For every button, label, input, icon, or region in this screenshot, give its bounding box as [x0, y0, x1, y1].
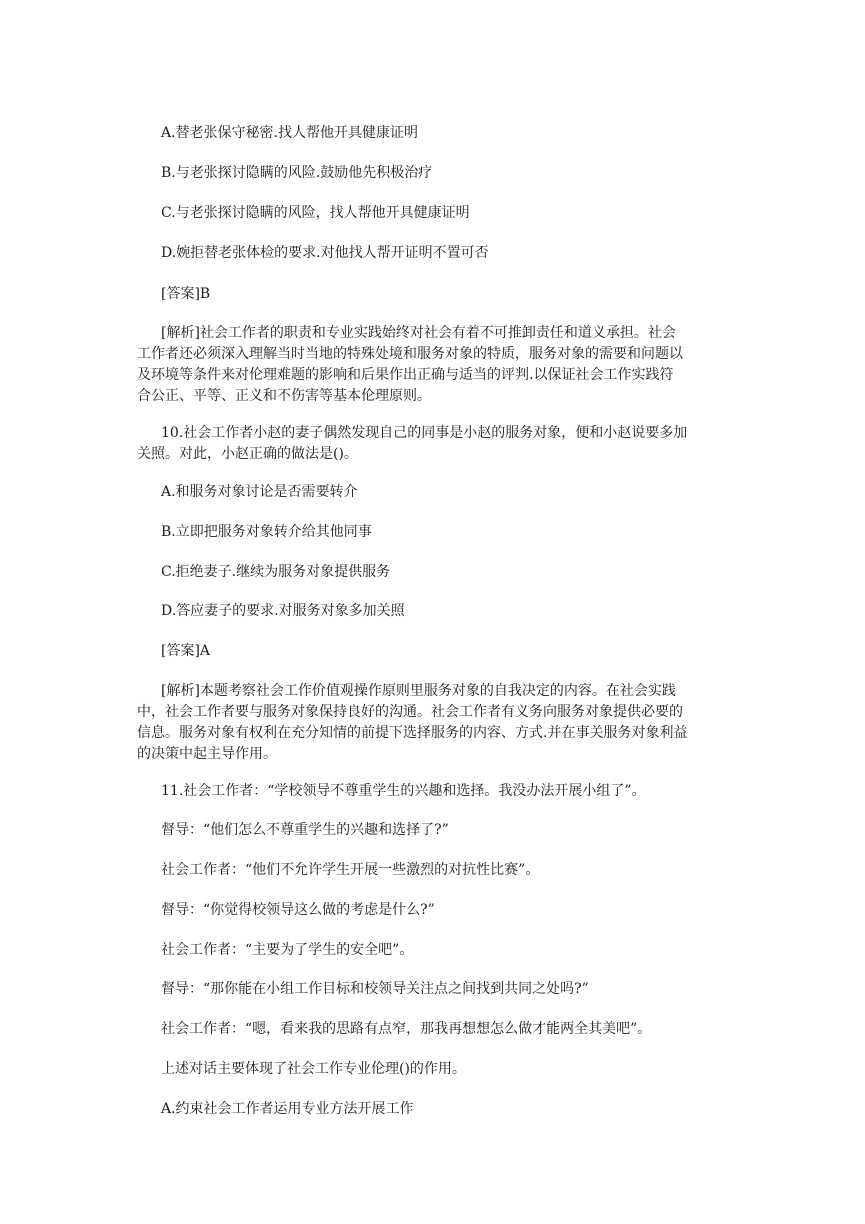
- q9-analysis: [137, 323, 709, 407]
- q9-answer: [答案]B: [161, 286, 211, 302]
- q10-answer: [答案]A: [161, 643, 211, 659]
- q9-analysis-line: 合公正、平等、正义和不伤害等基本伦理原则。: [137, 388, 431, 404]
- q11-line-1: 11.社会工作者：“学校领导不尊重学生的兴趣和选择。我没办法开展小组了”。: [161, 783, 646, 799]
- q9-analysis-line: 及环境等条件来对伦理难题的影响和后果作出正确与适当的评判.以保证社会工作实践符: [137, 367, 674, 383]
- q9-option-d: D.婉拒替老张体检的要求.对他找人帮开证明不置可否: [161, 245, 489, 261]
- q9-option-c: C.与老张探讨隐瞒的风险，找人帮他开具健康证明: [161, 205, 470, 221]
- q11-line-6: 督导：“那你能在小组工作目标和校领导关注点之间找到共同之处吗?”: [161, 981, 589, 997]
- q10-option-c: C.拒绝妻子.继续为服务对象提供服务: [161, 564, 391, 580]
- q11-line-4: 督导：“你觉得校领导这么做的考虑是什么?”: [161, 902, 435, 918]
- q11-line-7: 社会工作者：“嗯，看来我的思路有点窄，那我再想想怎么做才能两全其美吧”。: [161, 1021, 652, 1037]
- q10-analysis: [137, 681, 709, 765]
- q11-line-3: 社会工作者：“他们不允许学生开展一些激烈的对抗性比赛”。: [161, 862, 540, 878]
- q10-analysis-line: 中，社会工作者要与服务对象保持良好的沟通。社会工作者有义务向服务对象提供必要的: [137, 704, 683, 720]
- q11-line-2: 督导：“他们怎么不尊重学生的兴趣和选择了?”: [161, 822, 449, 838]
- q9-option-a: A.替老张保守秘密.找人帮他开具健康证明: [161, 125, 419, 141]
- q9-option-b: B.与老张探讨隐瞒的风险.鼓励他先积极治疗: [161, 165, 433, 181]
- q10-option-b: B.立即把服务对象转介给其他同事: [161, 524, 372, 540]
- q10-option-d: D.答应妻子的要求.对服务对象多加关照: [161, 603, 405, 619]
- q10-analysis-line: 的决策中起主导作用。: [137, 746, 277, 762]
- q10-analysis-line: 信息。服务对象有权利在充分知情的前提下选择服务的内容、方式.并在事关服务对象利益: [137, 725, 688, 741]
- q11-option-a: A.约束社会工作者运用专业方法开展工作: [161, 1101, 414, 1117]
- q9-analysis-line: 工作者还必须深入理解当时当地的特殊处境和服务对象的特质，服务对象的需要和问题以: [137, 346, 683, 362]
- q9-analysis-line: [解析]社会工作者的职责和专业实践始终对社会有着不可推卸责任和道义承担。社会: [161, 325, 676, 341]
- q10-option-a: A.和服务对象讨论是否需要转介: [161, 484, 358, 500]
- q10-stem-line: 关照。对此，小赵正确的做法是()。: [137, 446, 358, 462]
- q10-analysis-line: [解析]本题考察社会工作价值观操作原则里服务对象的自我决定的内容。在社会实践: [161, 683, 676, 699]
- q10-stem: [137, 423, 709, 465]
- q10-stem-line: 10.社会工作者小赵的妻子偶然发现自己的同事是小赵的服务对象，便和小赵说要多加: [161, 425, 688, 441]
- q11-line-5: 社会工作者：“主要为了学生的安全吧”。: [161, 942, 414, 958]
- q11-question: 上述对话主要体现了社会工作专业伦理()的作用。: [161, 1061, 466, 1077]
